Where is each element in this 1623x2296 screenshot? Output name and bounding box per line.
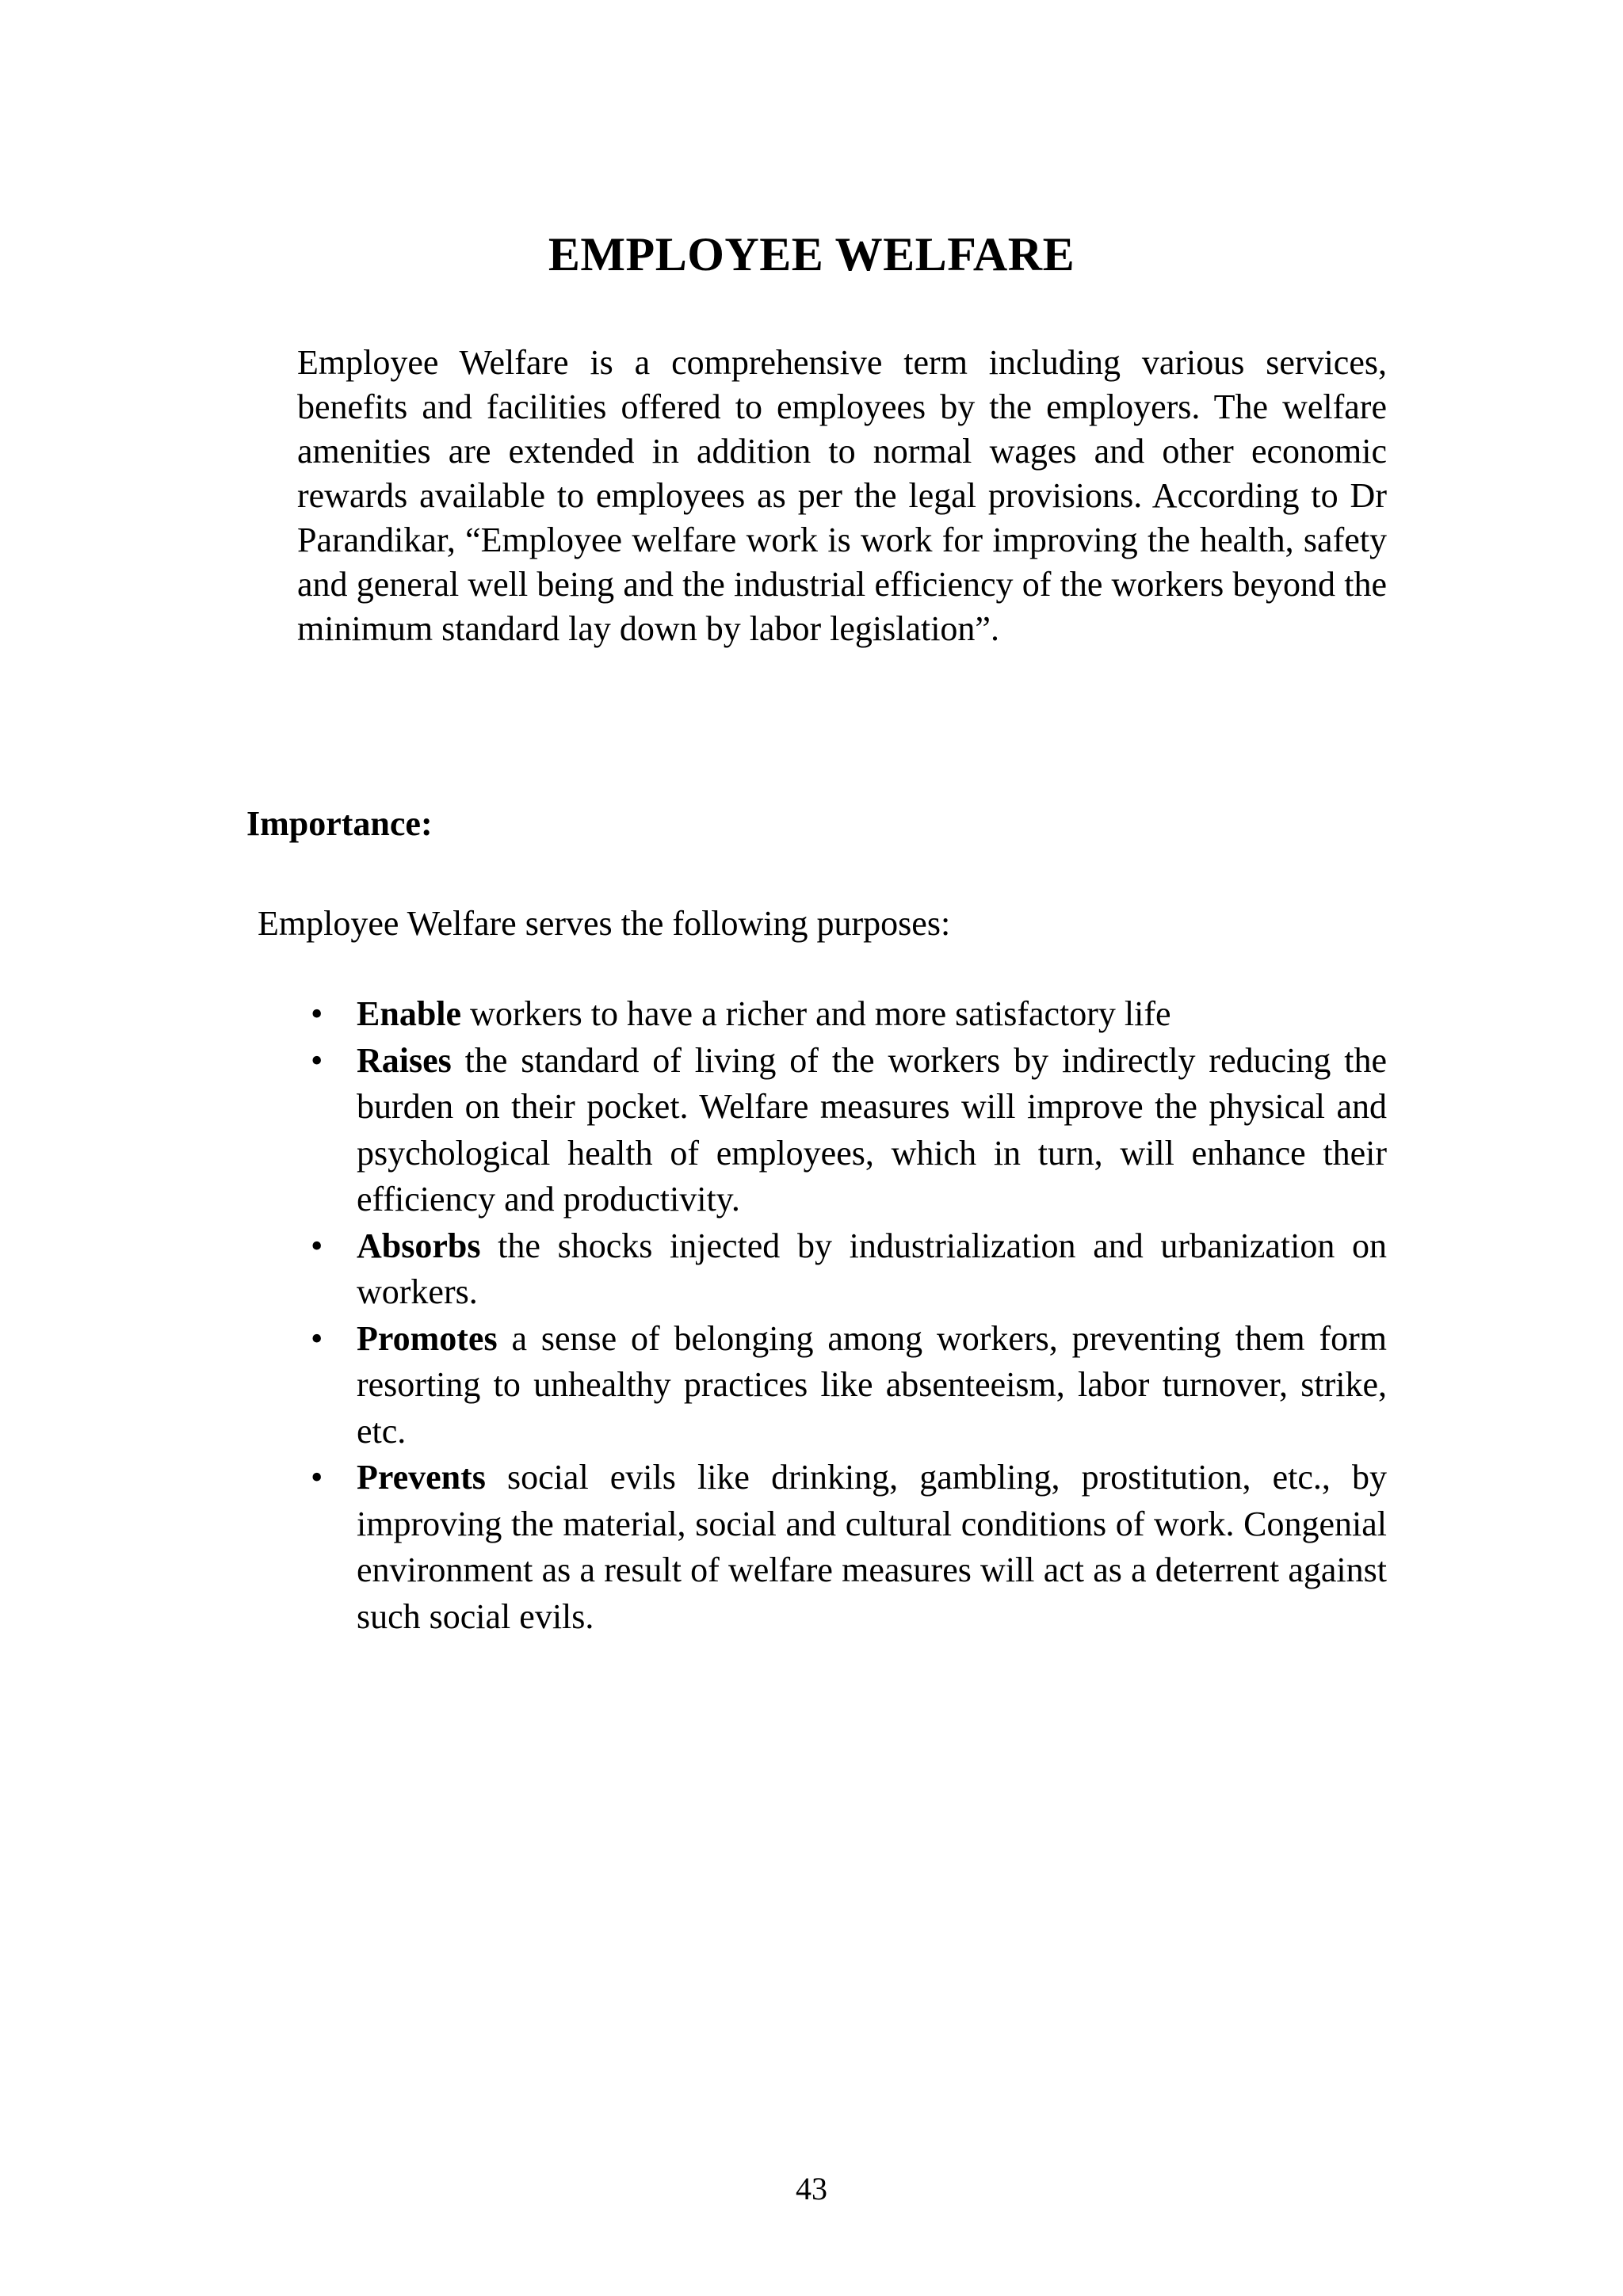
bullet-lead: Raises (357, 1040, 452, 1080)
bullet-lead: Absorbs (357, 1226, 481, 1265)
bullet-icon: • (311, 1318, 323, 1358)
bullet-lead: Promotes (357, 1318, 498, 1358)
purposes-list (306, 991, 1387, 1640)
bullet-icon: • (311, 1226, 323, 1265)
list-item (306, 991, 1387, 1038)
bullet-text: workers to have a richer and more satisfactory life (461, 994, 1171, 1033)
bullet-text: a sense of belonging among workers, preventing them form resorting to unhealthy practices like absenteeism, labor turnover, strike, etc. (357, 1318, 1387, 1451)
bullet-icon: • (311, 994, 323, 1033)
list-item (306, 1038, 1387, 1223)
page-title: EMPLOYEE WELFARE (548, 228, 1075, 280)
bullet-text: the standard of living of the workers by indirectly reducing the burden on their pocket. Welfare measures will improve the physical and psychological health of employees, which in turn, will enhance their efficiency and productivity. (357, 1040, 1387, 1219)
page-number: 43 (796, 2171, 827, 2206)
bullet-icon: • (311, 1458, 323, 1497)
section-heading-importance: Importance: (246, 804, 433, 843)
bullet-lead: Prevents (357, 1458, 486, 1497)
list-item (306, 1455, 1387, 1640)
bullet-icon: • (311, 1040, 323, 1080)
list-item (306, 1223, 1387, 1316)
purposes-intro: Employee Welfare serves the following purposes: (258, 904, 951, 943)
intro-paragraph: Employee Welfare is a comprehensive term including various services, benefits and facilities offered to employees by the employers. The welfare amenities are extended in addition to normal wages and other economic rewards available to employees as per the legal provisions. According to Dr Parandikar, “Employee welfare work is work for improving the health, safety and general well being and the industrial efficiency of the workers beyond the minimum standard lay down by labor legislation”. (297, 343, 1387, 648)
bullet-lead: Enable (357, 994, 462, 1033)
bullet-text: the shocks injected by industrialization and urbanization on workers. (357, 1226, 1387, 1311)
bullet-text: social evils like drinking, gambling, prostitution, etc., by improving the material, social and cultural conditions of work. Congenial environment as a result of welfare measures will act as a deterrent against such social evils. (357, 1458, 1387, 1636)
list-item (306, 1316, 1387, 1455)
